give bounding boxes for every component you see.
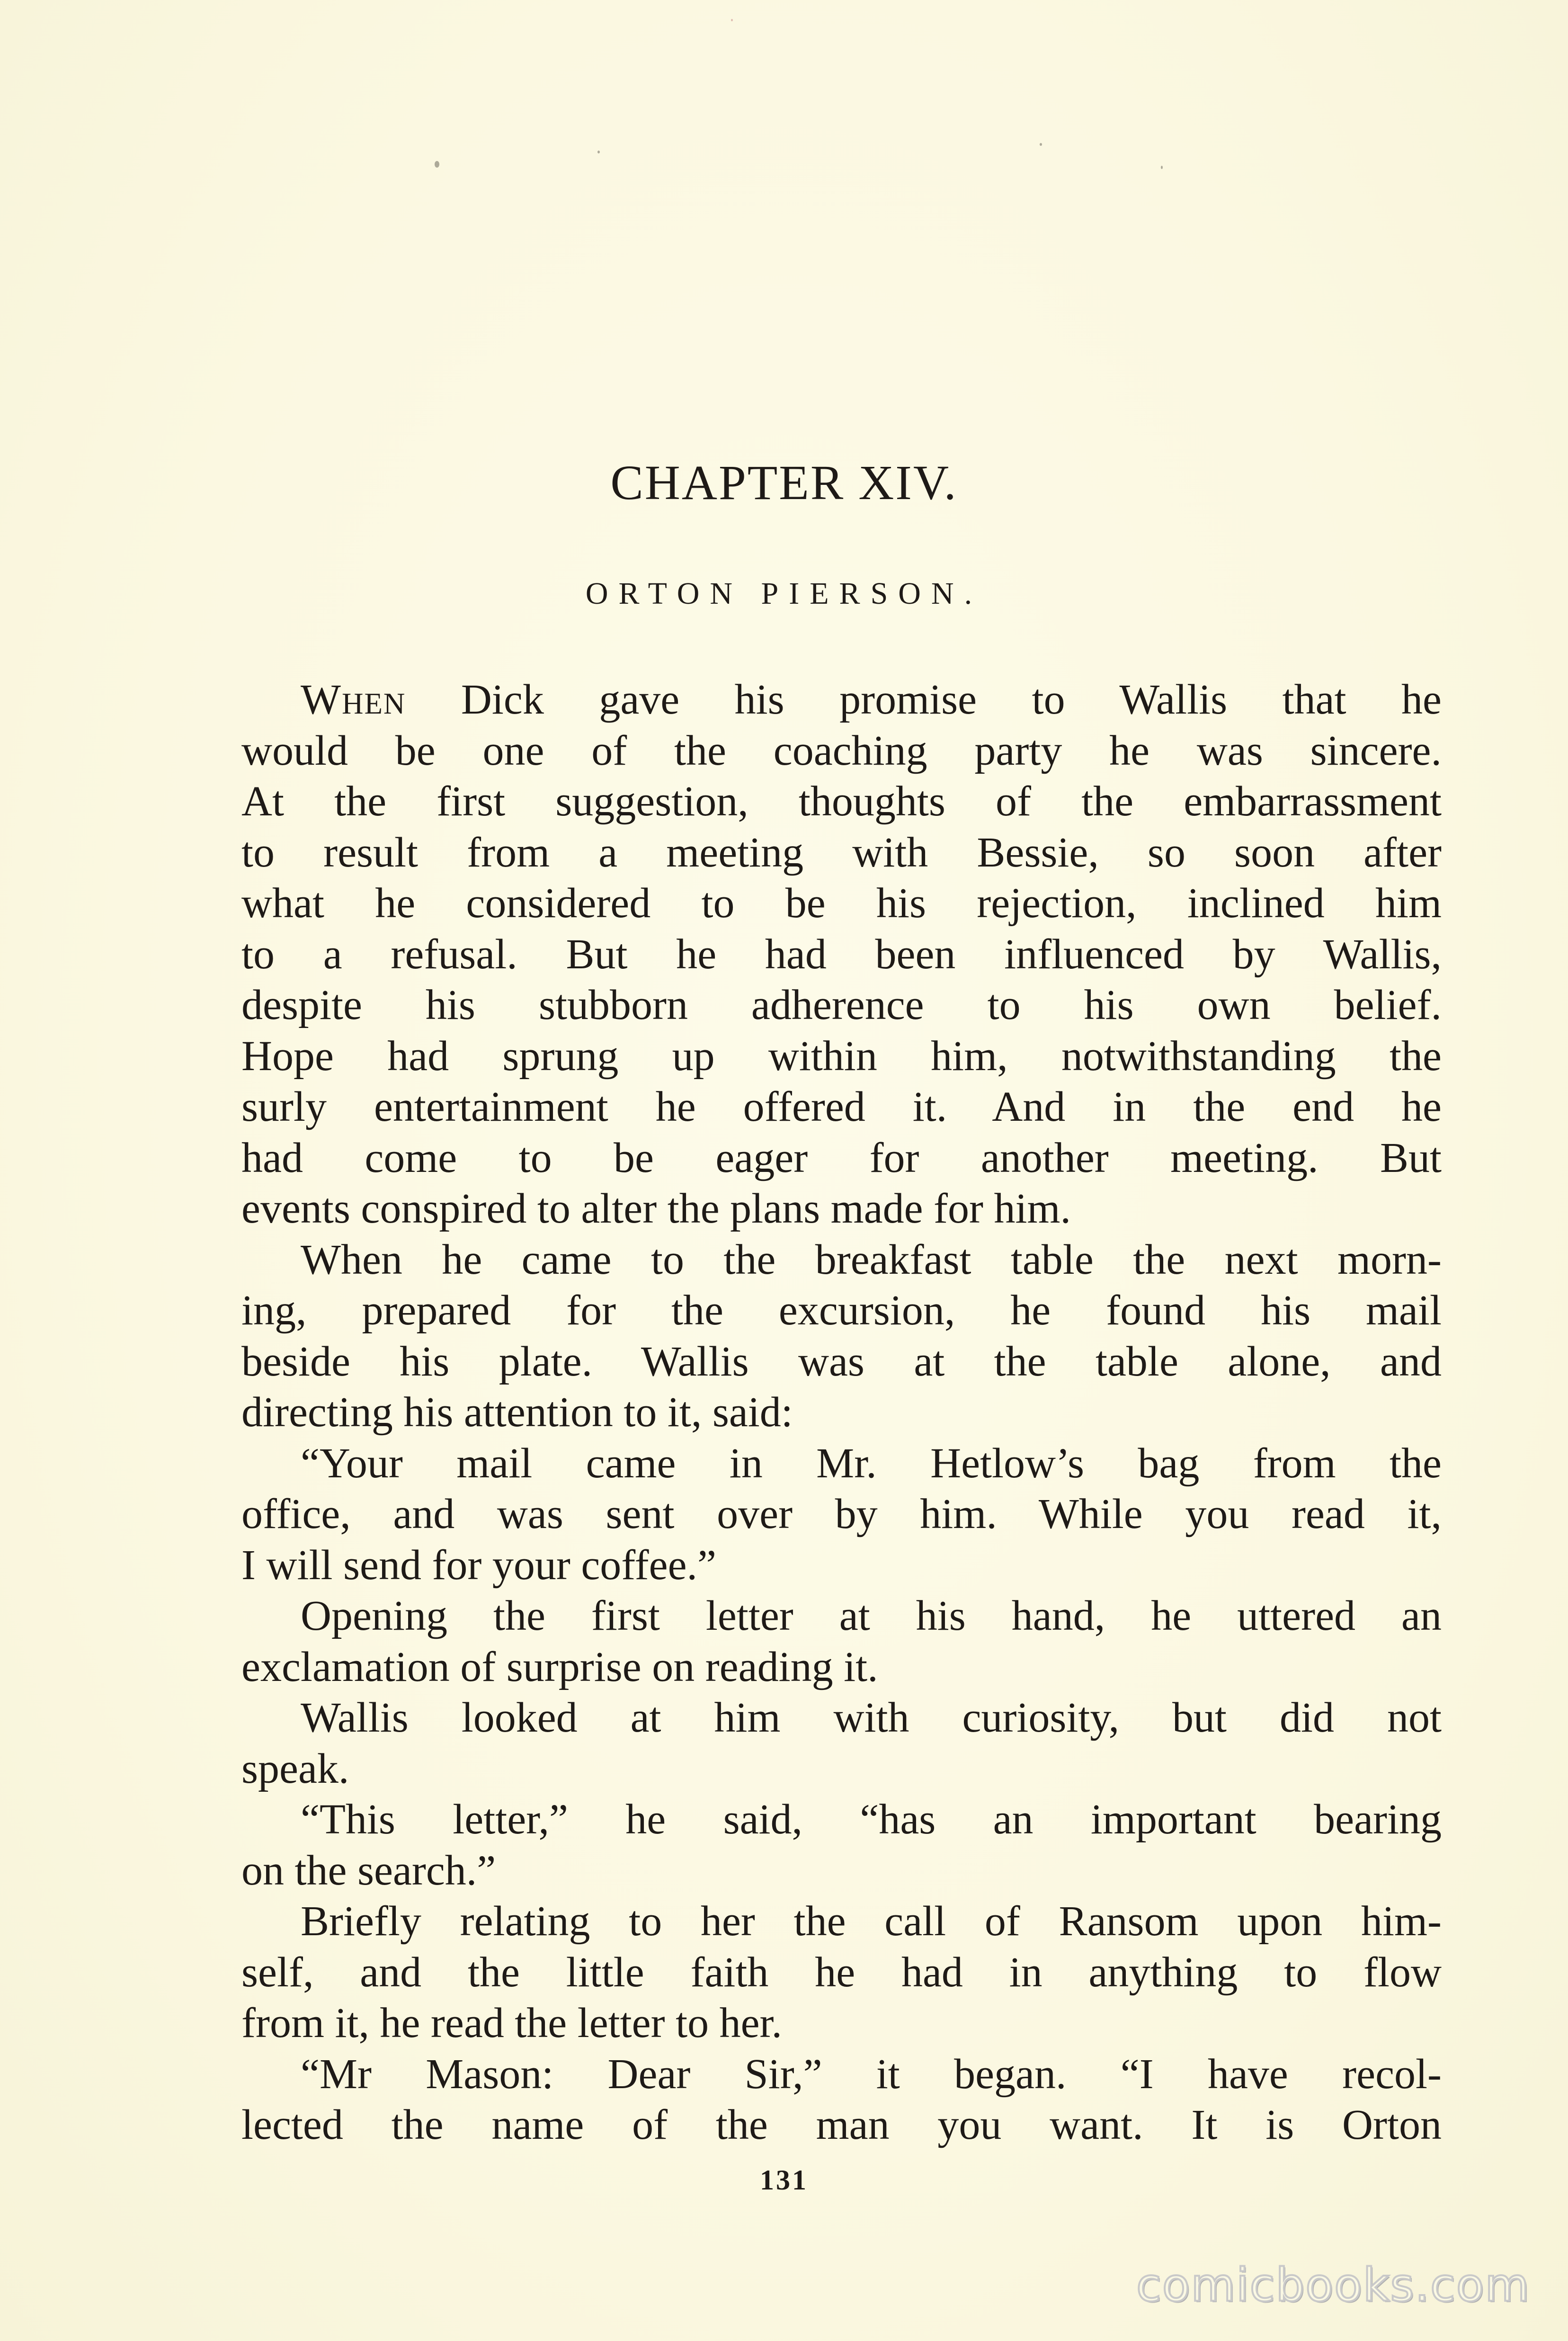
watermark: comicbooks.com xyxy=(1136,2259,1530,2312)
text-line: At the first suggestion, thoughts of the embarrassment xyxy=(241,778,1442,825)
lead-word: When xyxy=(301,676,406,723)
text-line: ing, prepared for the excursion, he found his mail xyxy=(241,1287,1442,1334)
text-line: Briefly relating to her the call of Ransom upon him- xyxy=(301,1898,1442,1945)
text-line: had come to be eager for another meeting. But xyxy=(241,1134,1442,1181)
text-line: surly entertainment he offered it. And in the end he xyxy=(241,1083,1442,1130)
text-line: Hope had sprung up within him, notwithstanding the xyxy=(241,1032,1442,1080)
text-line: Wallis looked at him with curiosity, but did not xyxy=(301,1694,1442,1741)
paper-speck xyxy=(1161,166,1163,169)
text-line: to result from a meeting with Bessie, so soon after xyxy=(241,829,1442,876)
text-line: from it, he read the letter to her. xyxy=(241,2000,783,2046)
text-line: directing his attention to it, said: xyxy=(241,1389,793,1436)
text-line: Opening the first letter at his hand, he uttered an xyxy=(301,1592,1442,1639)
text-line: despite his stubborn adherence to his own belief. xyxy=(241,982,1442,1028)
chapter-subtitle: ORTON PIERSON. xyxy=(585,576,983,611)
text-line: lected the name of the man you want. It is Orton xyxy=(241,2101,1442,2148)
text-line: events conspired to alter the plans made for him. xyxy=(241,1185,1071,1232)
page-number: 131 xyxy=(760,2164,808,2196)
text-line: “Your mail came in Mr. Hetlow’s bag from the xyxy=(301,1439,1442,1487)
text-line: “Mr Mason: Dear Sir,” it began. “I have recol- xyxy=(301,2050,1442,2098)
text-line: would be one of the coaching party he was sincere. xyxy=(241,727,1442,774)
text-line: “This letter,” he said, “has an important bearing xyxy=(301,1796,1442,1843)
text-line: When he came to the breakfast table the next morn- xyxy=(301,1236,1442,1283)
text-line: beside his plate. Wallis was at the table alone, and xyxy=(241,1338,1442,1385)
text-line-rest: Dick gave his promise to Wallis that he xyxy=(406,676,1442,723)
text-line: to a refusal. But he had been influenced by Wallis, xyxy=(241,930,1442,978)
text-line: speak. xyxy=(241,1745,349,1792)
text-line: I will send for your coffee.” xyxy=(241,1541,716,1589)
paper-speck xyxy=(435,161,439,168)
paper-speck xyxy=(1040,143,1042,146)
chapter-title: CHAPTER XIV. xyxy=(610,456,958,510)
text-line: self, and the little faith he had in anything to flow xyxy=(241,1948,1442,1996)
text-line xyxy=(241,674,1442,725)
body-text xyxy=(241,674,1442,2151)
text-line: on the search.” xyxy=(241,1847,496,1894)
text-line: office, and was sent over by him. While you read it, xyxy=(241,1491,1442,1537)
paper-speck xyxy=(731,19,733,21)
text-line: exclamation of surprise on reading it. xyxy=(241,1643,878,1690)
paper-speck xyxy=(597,151,600,153)
text-line: what he considered to be his rejection, inclined him xyxy=(241,880,1442,927)
